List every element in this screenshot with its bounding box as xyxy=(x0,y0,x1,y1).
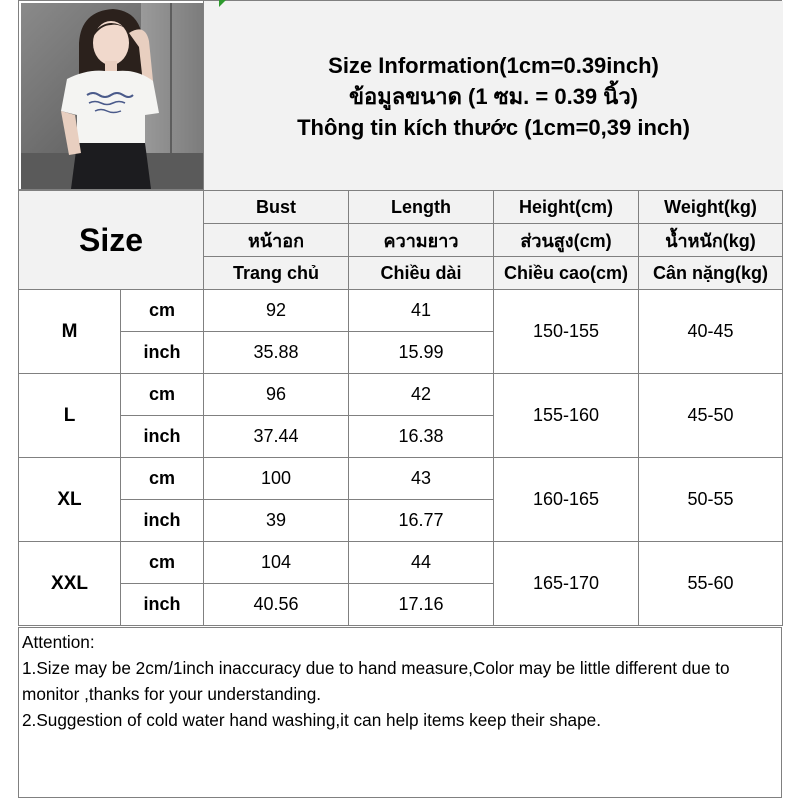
title-thai: ข้อมูลขนาด (1 ซม. = 0.39 นิ้ว) xyxy=(348,83,638,109)
length-cm: 44 xyxy=(349,542,494,584)
weight-header-en: Weight(kg) xyxy=(639,191,783,224)
bust-header-th: หน้าอก xyxy=(204,224,349,257)
attention-notes xyxy=(18,627,782,798)
corner-accent-icon xyxy=(219,0,226,7)
height-header-en: Height(cm) xyxy=(494,191,639,224)
weight-header-th: น้ำหนัก(kg) xyxy=(639,224,783,257)
length-cm: 43 xyxy=(349,458,494,500)
attention-note-1: 1.Size may be 2cm/1inch inaccuracy due to hand measure,Color may be little different due to monitor ,thanks for your understanding. xyxy=(22,658,730,704)
unit-cm: cm xyxy=(121,290,204,332)
size-info-title xyxy=(203,1,783,191)
bust-inch: 39 xyxy=(204,500,349,542)
size-label: M xyxy=(19,290,121,374)
size-label: L xyxy=(19,374,121,458)
header-row-english xyxy=(19,191,783,224)
unit-inch: inch xyxy=(121,416,204,458)
height-range: 155-160 xyxy=(494,374,639,458)
bust-inch: 35.88 xyxy=(204,332,349,374)
table-row xyxy=(19,458,783,500)
length-inch: 17.16 xyxy=(349,584,494,626)
bust-cm: 92 xyxy=(204,290,349,332)
size-chart xyxy=(18,0,782,798)
bust-cm: 100 xyxy=(204,458,349,500)
model-photo xyxy=(21,3,203,189)
table-row xyxy=(19,374,783,416)
size-table xyxy=(18,190,783,626)
length-header-en: Length xyxy=(349,191,494,224)
length-header-th: ความยาว xyxy=(349,224,494,257)
weight-range: 45-50 xyxy=(639,374,783,458)
length-cm: 42 xyxy=(349,374,494,416)
unit-inch: inch xyxy=(121,584,204,626)
model-photo-image xyxy=(21,3,203,189)
table-row xyxy=(19,290,783,332)
unit-cm: cm xyxy=(121,542,204,584)
unit-cm: cm xyxy=(121,374,204,416)
bust-inch: 37.44 xyxy=(204,416,349,458)
size-column-header: Size xyxy=(19,191,204,290)
height-header-th: ส่วนสูง(cm) xyxy=(494,224,639,257)
attention-title: Attention: xyxy=(22,632,95,652)
size-label: XXL xyxy=(19,542,121,626)
bust-header-en: Bust xyxy=(204,191,349,224)
table-row xyxy=(19,542,783,584)
length-inch: 16.38 xyxy=(349,416,494,458)
length-inch: 15.99 xyxy=(349,332,494,374)
bust-header-vi: Trang chủ xyxy=(204,257,349,290)
size-label: XL xyxy=(19,458,121,542)
attention-note-2: 2.Suggestion of cold water hand washing,it can help items keep their shape. xyxy=(22,710,602,730)
size-info-header xyxy=(18,0,782,190)
weight-range: 50-55 xyxy=(639,458,783,542)
length-inch: 16.77 xyxy=(349,500,494,542)
bust-cm: 96 xyxy=(204,374,349,416)
length-header-vi: Chiều dài xyxy=(349,257,494,290)
height-range: 150-155 xyxy=(494,290,639,374)
length-cm: 41 xyxy=(349,290,494,332)
unit-cm: cm xyxy=(121,458,204,500)
height-range: 165-170 xyxy=(494,542,639,626)
weight-header-vi: Cân nặng(kg) xyxy=(639,257,783,290)
unit-inch: inch xyxy=(121,332,204,374)
height-range: 160-165 xyxy=(494,458,639,542)
weight-range: 40-45 xyxy=(639,290,783,374)
title-vietnamese: Thông tin kích thước (1cm=0,39 inch) xyxy=(297,114,690,140)
bust-inch: 40.56 xyxy=(204,584,349,626)
weight-range: 55-60 xyxy=(639,542,783,626)
title-english: Size Information(1cm=0.39inch) xyxy=(328,52,659,78)
bust-cm: 104 xyxy=(204,542,349,584)
unit-inch: inch xyxy=(121,500,204,542)
height-header-vi: Chiều cao(cm) xyxy=(494,257,639,290)
